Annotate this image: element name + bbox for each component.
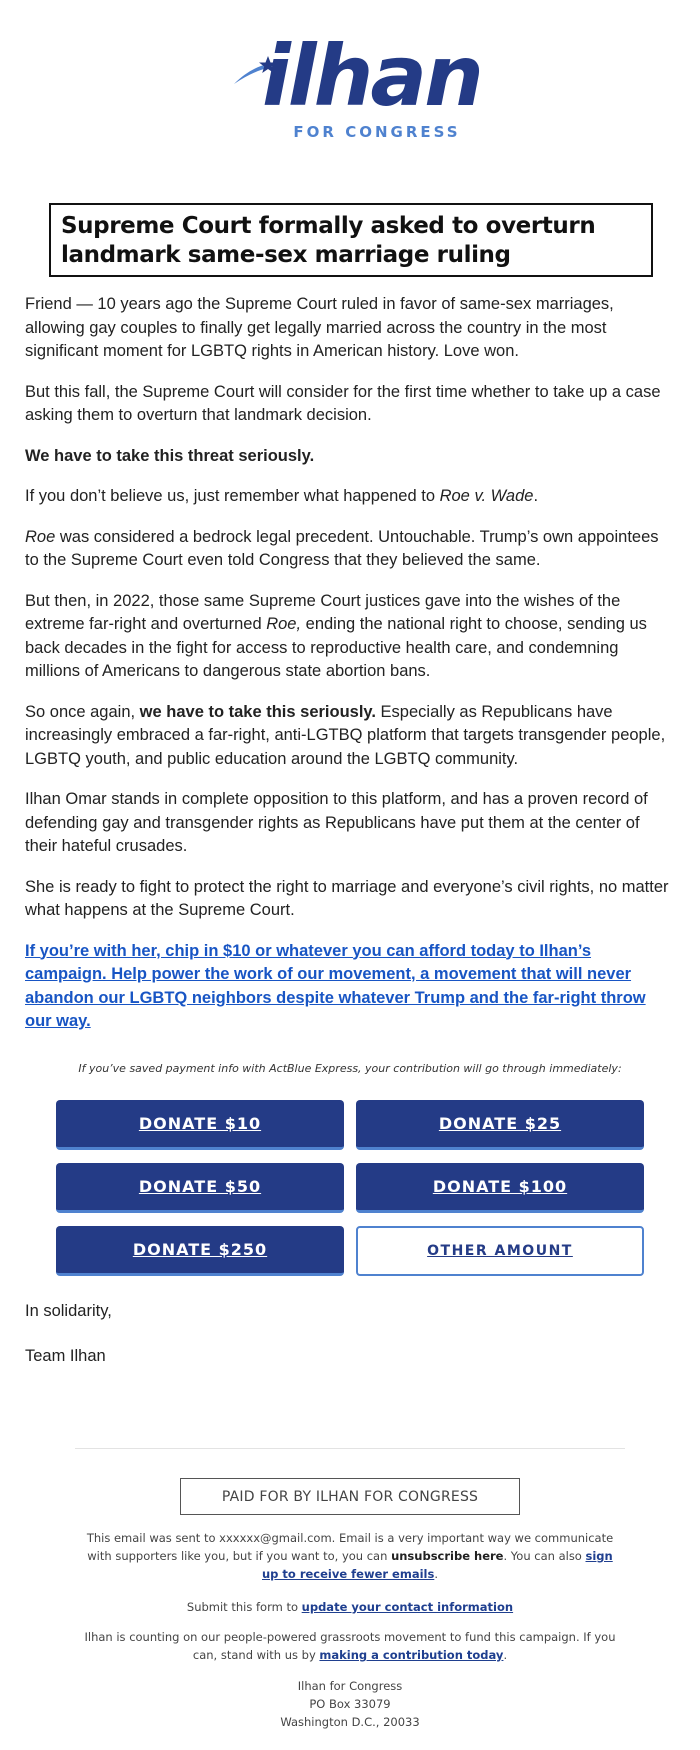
- footer-address: [80, 1677, 620, 1731]
- counting-end-text: .: [503, 1648, 508, 1662]
- signoff-closing: In solidarity,: [25, 1302, 112, 1320]
- roe-v-wade-italic: Roe v. Wade: [439, 487, 534, 505]
- once-again-text-end: Especially as Republicans have increasingly embraced a far-right, anti-LGTBQ platform that targets transgender people, LGBTQ youth, and public education around the LGBTQ community.: [25, 702, 666, 768]
- paragraph-opposition: Ilhan Omar stands in complete opposition to this platform, and has a proven record of defending gay and transgender rights as Republicans have put them at the center of their hateful crusades.: [25, 790, 648, 855]
- headline: Supreme Court formally asked to overturn landmark same-sex marriage ruling: [61, 213, 596, 268]
- roe-reminder-text: If you don’t believe us, just remember what happened to: [25, 487, 440, 505]
- paragraph-roe-reminder: [25, 485, 675, 509]
- donate-10-button[interactable]: DONATE $10: [56, 1100, 344, 1150]
- campaign-logo: [0, 0, 700, 150]
- donate-100-button[interactable]: DONATE $100: [356, 1163, 644, 1213]
- paragraph-this-fall: But this fall, the Supreme Court will consider for the first time whether to take up a case asking them to overturn that landmark decision.: [25, 382, 661, 424]
- signoff: [25, 1300, 112, 1390]
- roe-italic-2: Roe,: [266, 615, 302, 633]
- logo-subtitle: FOR CONGRESS: [293, 123, 461, 141]
- roe-italic: Roe: [25, 527, 56, 546]
- once-again-text: So once again,: [25, 702, 140, 721]
- footer-update-form: [80, 1598, 620, 1616]
- signoff-signature: Team Ilhan: [25, 1347, 106, 1365]
- paragraph-2022: [25, 590, 675, 684]
- sent-pre-text: This email was sent to: [86, 1531, 220, 1545]
- paid-for-box: PAID FOR BY ILHAN FOR CONGRESS: [180, 1478, 520, 1515]
- donate-250-button[interactable]: DONATE $250: [56, 1226, 344, 1276]
- form-pre-text: Submit this form to: [186, 1600, 302, 1614]
- contribution-link[interactable]: making a contribution today: [319, 1648, 504, 1662]
- fewer-emails-link[interactable]: sign up to receive fewer emails: [262, 1549, 613, 1581]
- address-po-box: PO Box 33079: [309, 1697, 391, 1711]
- sent-mid2-text: . You can also: [503, 1549, 586, 1563]
- footer-sent-notice: [80, 1529, 620, 1583]
- donate-50-button[interactable]: DONATE $50: [56, 1163, 344, 1213]
- email-body: [25, 293, 675, 1051]
- seriously-bold: we have to take this seriously.: [139, 702, 376, 721]
- address-city: Washington D.C., 20033: [280, 1715, 420, 1729]
- paragraph-ready-to-fight: She is ready to fight to protect the right to marriage and everyone’s civil rights, no matter what happens at the Supreme Court.: [25, 877, 669, 919]
- counting-pre-text: Ilhan is counting on our people-powered grassroots movement to fund this campaign. If you can, stand with us by: [84, 1630, 616, 1662]
- donate-cta-link[interactable]: If you’re with her, chip in $10 or whatever you can afford today to Ilhan’s campaign. Help power the work of our movement, a movement that will never abandon our LGBTQ neighbors despite whatever Trump and the far-right throw our way.: [25, 941, 646, 1030]
- headline-box: [49, 203, 653, 277]
- paragraph-once-again: [25, 701, 675, 772]
- other-amount-button[interactable]: OTHER AMOUNT: [356, 1226, 644, 1276]
- footer-counting: [80, 1628, 620, 1664]
- roe-reminder-end: .: [533, 487, 539, 505]
- address-name: Ilhan for Congress: [297, 1679, 403, 1693]
- sent-end-text: .: [434, 1567, 438, 1581]
- logo-wordmark: ilhan: [262, 27, 481, 125]
- donate-25-button[interactable]: DONATE $25: [356, 1100, 644, 1150]
- paragraph-threat: [25, 445, 675, 469]
- footer-divider: [75, 1448, 625, 1449]
- sent-mid-text: . Email is a very important way we communicate with supporters like you, but if you want to, you can: [87, 1531, 614, 1563]
- threat-bold: We have to take this threat seriously.: [25, 446, 315, 465]
- paragraph-intro: Friend — 10 years ago the Supreme Court ruled in favor of same-sex marriages, allowing gay couples to finally get legally married across the country in the most significant moment for LGBTQ rights in American history. Love won.: [25, 295, 614, 360]
- overturned-text: But then, in 2022, those same Supreme Court justices gave into the wishes of the extreme far-right and overturned: [25, 591, 621, 633]
- overturned-text-end: ending the national right to choose, sending us back decades in the fight for access to reproductive health care, and condemning millions of Americans to dangerous state abortion bans.: [25, 615, 647, 680]
- recipient-email: xxxxxx@gmail.com: [219, 1531, 332, 1545]
- actblue-express-note: If you’ve saved payment info with ActBlue Express, your contribution will go through immediately:: [78, 1062, 622, 1075]
- unsubscribe-link[interactable]: unsubscribe here: [391, 1549, 504, 1563]
- precedent-text: was considered a bedrock legal precedent. Untouchable. Trump’s own appointees to the Supreme Court even told Congress that they believed the same.: [25, 527, 659, 569]
- paragraph-precedent: [25, 526, 675, 573]
- update-contact-link[interactable]: update your contact information: [301, 1600, 514, 1614]
